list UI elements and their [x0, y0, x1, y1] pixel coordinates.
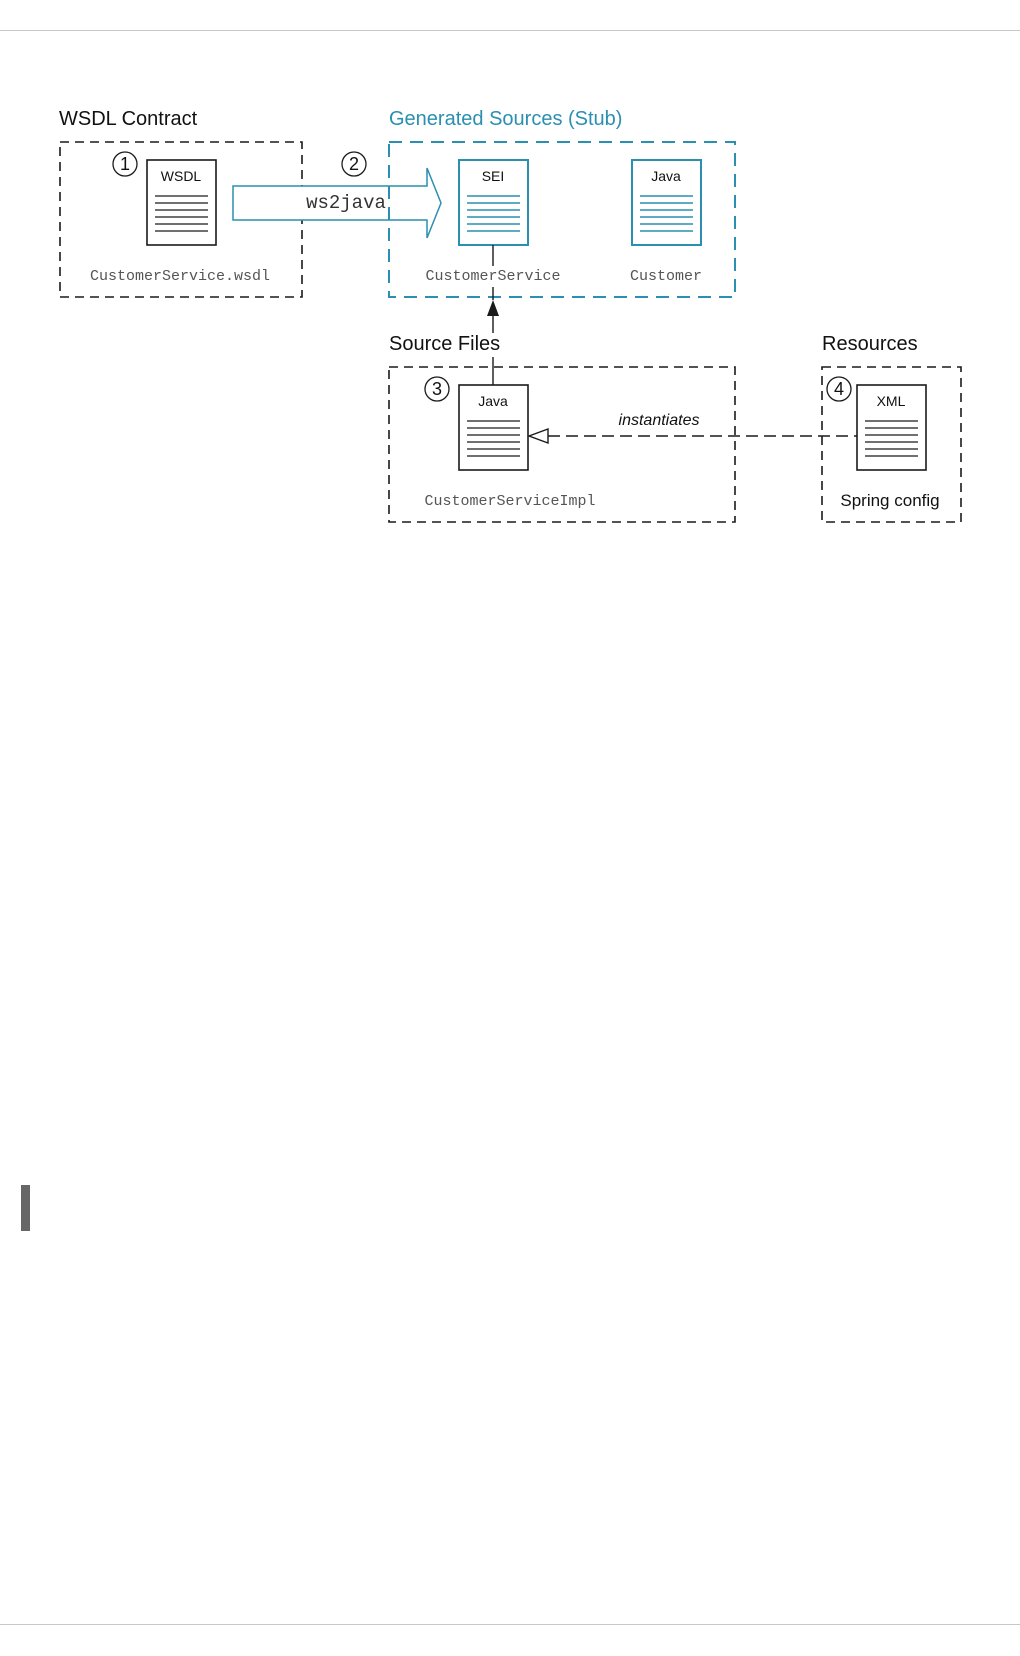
resources-title: Resources — [822, 333, 918, 355]
step-1-number: 1 — [119, 154, 131, 174]
impl-doc-label: Java — [478, 393, 508, 409]
section-marker — [21, 1185, 30, 1231]
sei-doc-label: SEI — [481, 168, 505, 184]
generated-sources-title: Generated Sources (Stub) — [389, 108, 623, 130]
wsdl-file-name: CustomerService.wsdl — [89, 268, 271, 285]
resources-group — [822, 333, 961, 522]
customer-file-name: Customer — [629, 268, 703, 285]
ws2java-diagram — [0, 0, 1020, 560]
customer-doc-label: Java — [651, 168, 681, 184]
step-2-number: 2 — [348, 154, 360, 174]
xml-doc-label: XML — [876, 393, 906, 409]
implements-connector — [487, 245, 499, 385]
sei-file-name: CustomerService — [425, 268, 561, 285]
spring-config-label: Spring config — [840, 491, 940, 510]
instantiates-connector — [529, 412, 857, 443]
ws2java-label: ws2java — [306, 192, 386, 214]
source-files-title: Source Files — [389, 333, 501, 355]
step-4-number: 4 — [833, 379, 845, 399]
step-3-number: 3 — [431, 379, 443, 399]
instantiates-label: instantiates — [618, 412, 700, 429]
impl-file-name: CustomerServiceImpl — [424, 493, 596, 510]
wsdl-contract-title: WSDL Contract — [59, 108, 198, 130]
bottom-rule — [0, 1624, 1020, 1625]
wsdl-doc-label: WSDL — [160, 168, 202, 184]
ws2java-arrow — [233, 168, 441, 238]
